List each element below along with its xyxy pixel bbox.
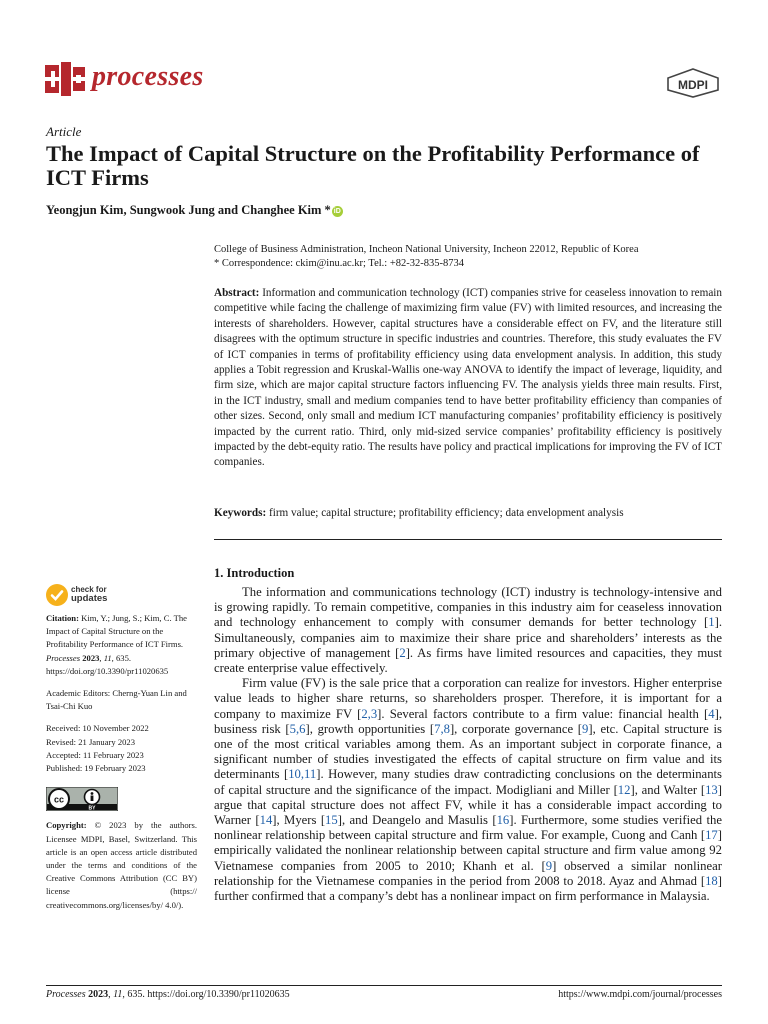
citation-link[interactable]: 9 <box>582 721 589 736</box>
footer-journal-url[interactable]: https://www.mdpi.com/journal/processes <box>558 989 722 1000</box>
footer-divider <box>46 985 722 986</box>
keywords <box>214 507 722 519</box>
article-sidebar <box>46 612 197 912</box>
citation-link[interactable]: 18 <box>705 873 718 888</box>
citation-link[interactable]: 9 <box>545 858 553 873</box>
svg-text:cc: cc <box>53 794 65 805</box>
citation-link[interactable]: 7,8 <box>434 721 450 736</box>
journal-logo-icon <box>45 62 85 96</box>
abstract <box>214 286 722 471</box>
section-divider <box>214 539 722 540</box>
citation-link[interactable]: 2 <box>399 645 406 660</box>
cc-by-license-icon[interactable] <box>46 787 118 811</box>
abstract-text: Information and communication technology (ICT) companies strive for ceaseless innovation to remain competitive while facing the challenge of maximizing firm value (FV) with limited resources, and increasing the interests of shareholders. However, capital structures have a considerable effect on FV, and the literature still disagrees with the optimum structure in specific industries and countries. Therefore, this study evaluates the FV of ICT companies in terms of profitability efficiency using data envelopment analysis. In addition, this study applies a Tobit regression and Kruskal-Wallis one-way ANOVA to identify the impact of leverage, liquidity, and firm size, which are major capital structure factors influencing FV. The analysis yields three main results. First, in the ICT industry, small and medium companies tend to have better profitability efficiency than companies of other sizes. Second, only small and medium ICT manufacturing companies’ profitability efficiency is positively impacted by the current ratio. Third, only mid-sized service companies’ profitability efficiency is positively impacted by the debt-equity ratio. The results have policy and practical implications for improving the FV of ICT companies. <box>214 287 722 469</box>
academic-editors: Academic Editors: Cherng-Yuan Lin and Tsai-Chi Kuo <box>46 688 187 712</box>
introduction-body <box>214 585 722 904</box>
citation-link[interactable]: 16 <box>496 813 510 828</box>
citation: Citation: Kim, Y.; Jung, S.; Kim, C. The Impact of Capital Structure on the Profitability Performance of ICT Firms. Processes 2023, 11, 635. https://doi.org/10.3390/pr11020635 <box>46 613 187 676</box>
citation-link[interactable]: 13 <box>705 782 718 797</box>
footer-citation: Processes 2023, 11, 635. https://doi.org/10.3390/pr11020635 <box>46 989 290 1000</box>
check-updates-icon <box>46 584 68 606</box>
cc-by-text: BY <box>88 805 96 812</box>
paragraph: Firm value (FV) is the sale price that a corporation can realize for investors. Higher enterprise value leads to higher share returns, so shareholders prosper. Therefore, it is important for a company to maximize FV [2,3]. Several factors contribute to a firm value: financial health [4], business risk [5,6], growth opportunities [7,8], corporate governance [9], etc. Capital structure is one of the most critical variables among them. As an important subject in corporate finance, a significant number of studies investigated the effects of capital structure on firm value and its determinants [10,11]. However, many studies draw contradicting conclusions on the determinants of capital structure and the significance of the impact. Modigliani and Miller [12], and Walter [13] argue that capital structure does not affect FV, while it has a considerable impact according to Warner [14], Myers [15], and Deangelo and Masulis [16]. Furthermore, some studies verified the nonlinear relationship between capital structure and firm value. For example, Cuong and Canh [17] empirically validated the nonlinear relationship between capital structure and firm value among 92 Vietnamese companies from 2005 to 2010; Khanh et al. [9] observed a similar nonlinear relationship for the Vietnamese companies in the period from 2008 to 2018. Ayaz and Ahmad [18] further confirmed that a company’s debt has a nonlinear impact on firm performance in Malaysia. <box>214 676 722 904</box>
correspondence: * Correspondence: ckim@inu.ac.kr; Tel.: +82-32-835-8734 <box>214 258 464 269</box>
article-type: Article <box>46 124 82 139</box>
affiliation-block <box>214 243 639 271</box>
check-updates-label: check for updates <box>71 585 108 604</box>
citation-link[interactable]: 10,11 <box>288 767 317 782</box>
received-date: Received: 10 November 2022 <box>46 723 149 734</box>
orcid-icon[interactable]: iD <box>333 208 341 215</box>
publisher-name: MDPI <box>678 78 708 92</box>
copyright-notice: Copyright: © 2023 by the authors. Licensee MDPI, Basel, Switzerland. This article is an open access article distributed under the terms and conditions of the Creative Commons Attribution (CC BY) license (https:// creativecommons.org/licenses/by/ 4.0/). <box>46 820 197 910</box>
authors-text: Yeongjun Kim, Sungwook Jung and Changhee Kim * <box>46 203 331 217</box>
citation-link[interactable]: 1 <box>708 615 715 630</box>
citation-link[interactable]: 14 <box>259 813 273 828</box>
section-heading: 1. Introduction <box>214 566 295 580</box>
published-date: Published: 19 February 2023 <box>46 763 146 774</box>
paragraph: The information and communications technology (ICT) industry is technology-intensive and is growing rapidly. To remain competitive, companies in this industry aim for ceaseless innovation and technology enhancement to comply with consumer demands for better technology [1]. Simultaneously, companies aim to maximize their share price and shareholders’ interests as the primary objective of management [2]. As firms have limited resources and capacities, they must create enterprise value effectively. <box>214 585 722 676</box>
publication-dates <box>46 722 197 775</box>
affiliation: College of Business Administration, Incheon National University, Incheon 22012, Republic of Korea <box>214 244 639 255</box>
accepted-date: Accepted: 11 February 2023 <box>46 749 144 760</box>
abstract-label: Abstract: <box>214 287 260 299</box>
citation-link[interactable]: 15 <box>325 813 338 828</box>
journal-name: processes <box>92 61 204 92</box>
keywords-text: firm value; capital structure; profitability efficiency; data envelopment analysis <box>269 507 624 519</box>
citation-link[interactable]: 5,6 <box>289 721 306 736</box>
check-for-updates-button[interactable] <box>46 584 146 608</box>
citation-link[interactable]: 4 <box>708 706 715 721</box>
citation-link[interactable]: 2,3 <box>361 706 378 721</box>
citation-link[interactable]: 17 <box>705 828 718 843</box>
revised-date: Revised: 21 January 2023 <box>46 736 136 747</box>
article-title: The Impact of Capital Structure on the Profitability Performance of ICT Firms <box>46 141 700 190</box>
mdpi-logo-icon <box>664 68 722 98</box>
citation-link[interactable]: 12 <box>617 782 631 797</box>
keywords-label: Keywords: <box>214 507 267 519</box>
author-list <box>46 203 343 218</box>
